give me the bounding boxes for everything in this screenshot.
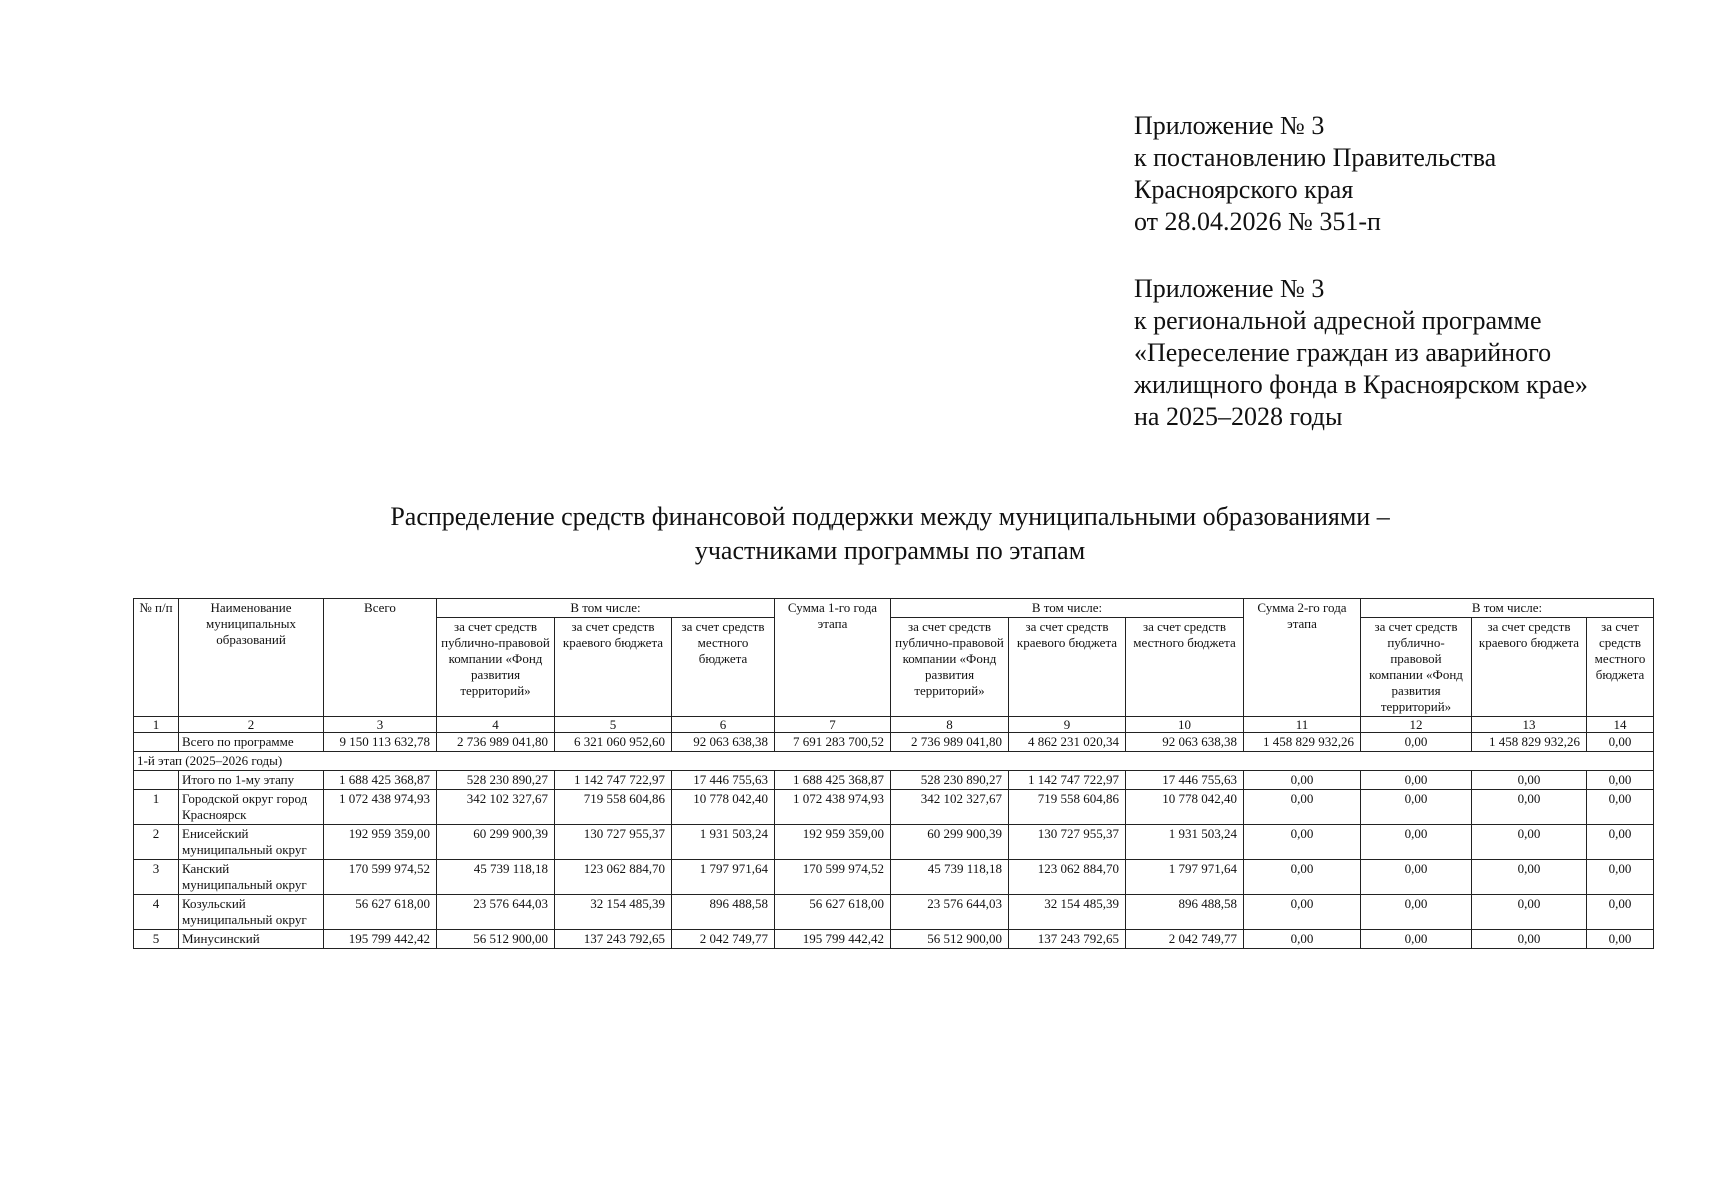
municipality-row [134, 930, 1654, 949]
value-cell: 0,00 [1244, 895, 1361, 930]
column-index-cell: 5 [555, 717, 672, 733]
row-name-cell: Козульский муниципальный округ [179, 895, 324, 930]
resolution-header-line: к постановлению Правительства [1134, 143, 1497, 172]
value-cell: 0,00 [1244, 790, 1361, 825]
value-cell: 56 512 900,00 [891, 930, 1009, 949]
column-index-cell: 8 [891, 717, 1009, 733]
value-cell: 7 691 283 700,52 [775, 733, 891, 752]
value-cell: 10 778 042,40 [1126, 790, 1244, 825]
col-total-header: Всего [324, 599, 437, 717]
row-num-cell: 1 [134, 790, 179, 825]
column-index-cell: 3 [324, 717, 437, 733]
value-cell: 23 576 644,03 [437, 895, 555, 930]
value-cell: 1 458 829 932,26 [1244, 733, 1361, 752]
value-cell: 10 778 042,40 [672, 790, 775, 825]
value-cell: 192 959 359,00 [324, 825, 437, 860]
municipality-row [134, 790, 1654, 825]
value-cell: 32 154 485,39 [1009, 895, 1126, 930]
column-index-cell: 6 [672, 717, 775, 733]
value-cell: 130 727 955,37 [1009, 825, 1126, 860]
value-cell: 60 299 900,39 [437, 825, 555, 860]
value-cell: 56 512 900,00 [437, 930, 555, 949]
value-cell: 0,00 [1587, 771, 1654, 790]
value-cell: 1 072 438 974,93 [775, 790, 891, 825]
value-cell: 4 862 231 020,34 [1009, 733, 1126, 752]
value-cell: 45 739 118,18 [891, 860, 1009, 895]
value-cell: 719 558 604,86 [555, 790, 672, 825]
value-cell: 896 488,58 [1126, 895, 1244, 930]
value-cell: 1 797 971,64 [672, 860, 775, 895]
stage-row [134, 752, 1654, 771]
column-index-cell: 13 [1472, 717, 1587, 733]
column-index-cell: 11 [1244, 717, 1361, 733]
value-cell: 170 599 974,52 [324, 860, 437, 895]
header-row-top [134, 599, 1654, 618]
value-cell: 0,00 [1361, 771, 1472, 790]
value-cell: 1 142 747 722,97 [555, 771, 672, 790]
value-cell: 0,00 [1472, 930, 1587, 949]
value-cell: 0,00 [1472, 790, 1587, 825]
value-cell: 0,00 [1587, 860, 1654, 895]
value-cell: 0,00 [1244, 771, 1361, 790]
value-cell: 0,00 [1587, 733, 1654, 752]
value-cell: 0,00 [1361, 733, 1472, 752]
value-cell: 1 142 747 722,97 [1009, 771, 1126, 790]
appendix-header-resolution [1134, 110, 1496, 238]
value-cell: 170 599 974,52 [775, 860, 891, 895]
program-header-line: «Переселение граждан из аварийного [1134, 338, 1552, 367]
col-fund-header: за счет средств публично-правовой компании «Фонд развития территорий» [1361, 618, 1472, 717]
value-cell: 123 062 884,70 [555, 860, 672, 895]
value-cell: 6 321 060 952,60 [555, 733, 672, 752]
col-num-header: № п/п [134, 599, 179, 717]
value-cell: 1 458 829 932,26 [1472, 733, 1587, 752]
value-cell: 17 446 755,63 [672, 771, 775, 790]
value-cell: 1 931 503,24 [672, 825, 775, 860]
column-index-cell: 7 [775, 717, 891, 733]
value-cell: 0,00 [1361, 790, 1472, 825]
value-cell: 1 931 503,24 [1126, 825, 1244, 860]
title-line: Распределение средств финансовой поддержки между муниципальными образованиями – [390, 502, 1390, 531]
value-cell: 56 627 618,00 [324, 895, 437, 930]
value-cell: 0,00 [1244, 860, 1361, 895]
value-cell: 0,00 [1472, 895, 1587, 930]
program-header-line: к региональной адресной программе [1134, 306, 1542, 335]
column-index-cell: 14 [1587, 717, 1654, 733]
value-cell: 192 959 359,00 [775, 825, 891, 860]
value-cell: 2 042 749,77 [672, 930, 775, 949]
col-local-header: за счет средств местного бюджета [1126, 618, 1244, 717]
value-cell: 92 063 638,38 [672, 733, 775, 752]
value-cell: 896 488,58 [672, 895, 775, 930]
value-cell: 0,00 [1587, 930, 1654, 949]
value-cell: 0,00 [1587, 790, 1654, 825]
column-index-cell: 10 [1126, 717, 1244, 733]
value-cell: 1 688 425 368,87 [324, 771, 437, 790]
value-cell: 92 063 638,38 [1126, 733, 1244, 752]
value-cell: 719 558 604,86 [1009, 790, 1126, 825]
value-cell: 0,00 [1587, 825, 1654, 860]
municipality-row [134, 860, 1654, 895]
value-cell: 0,00 [1361, 930, 1472, 949]
value-cell: 137 243 792,65 [555, 930, 672, 949]
program-header-line: на 2025–2028 годы [1134, 402, 1343, 431]
column-index-cell: 9 [1009, 717, 1126, 733]
value-cell: 2 736 989 041,80 [437, 733, 555, 752]
municipality-row [134, 895, 1654, 930]
value-cell: 45 739 118,18 [437, 860, 555, 895]
value-cell: 528 230 890,27 [891, 771, 1009, 790]
resolution-header-line: Красноярского края [1134, 175, 1354, 204]
col-local-header: за счет средств местного бюджета [672, 618, 775, 717]
program-header-line: Приложение № 3 [1134, 274, 1325, 303]
value-cell: 56 627 618,00 [775, 895, 891, 930]
value-cell: 528 230 890,27 [437, 771, 555, 790]
row-name-cell: Канский муниципальный округ [179, 860, 324, 895]
value-cell: 2 042 749,77 [1126, 930, 1244, 949]
col-sum1-header: Сумма 1-го года этапа [775, 599, 891, 717]
row-num-cell: 2 [134, 825, 179, 860]
document-title [300, 500, 1480, 568]
stage-label-cell: 1-й этап (2025–2026 годы) [134, 752, 1654, 771]
value-cell: 60 299 900,39 [891, 825, 1009, 860]
total-row [134, 733, 1654, 752]
col-regional-header: за счет средств краевого бюджета [1472, 618, 1587, 717]
value-cell: 195 799 442,42 [324, 930, 437, 949]
column-index-row [134, 717, 1654, 733]
value-cell: 0,00 [1472, 825, 1587, 860]
value-cell: 1 688 425 368,87 [775, 771, 891, 790]
col-incl1-header: В том числе: [437, 599, 775, 618]
resolution-header-line: от 28.04.2026 № 351-п [1134, 207, 1381, 236]
col-fund-header: за счет средств публично-правовой компании «Фонд развития территорий» [437, 618, 555, 717]
col-regional-header: за счет средств краевого бюджета [555, 618, 672, 717]
value-cell: 123 062 884,70 [1009, 860, 1126, 895]
column-index-cell: 4 [437, 717, 555, 733]
value-cell: 0,00 [1244, 825, 1361, 860]
column-index-cell: 2 [179, 717, 324, 733]
value-cell: 342 102 327,67 [437, 790, 555, 825]
resolution-header-line: Приложение № 3 [1134, 111, 1325, 140]
value-cell: 137 243 792,65 [1009, 930, 1126, 949]
value-cell: 0,00 [1472, 860, 1587, 895]
value-cell: 0,00 [1361, 860, 1472, 895]
row-name-cell: Енисейский муниципальный округ [179, 825, 324, 860]
value-cell: 9 150 113 632,78 [324, 733, 437, 752]
value-cell: 1 072 438 974,93 [324, 790, 437, 825]
municipality-row [134, 825, 1654, 860]
value-cell: 0,00 [1587, 895, 1654, 930]
col-incl3-header: В том числе: [1361, 599, 1654, 618]
col-incl2-header: В том числе: [891, 599, 1244, 618]
row-num-cell [134, 771, 179, 790]
value-cell: 0,00 [1472, 771, 1587, 790]
column-index-cell: 12 [1361, 717, 1472, 733]
appendix-header-program [1134, 273, 1588, 433]
row-name-cell: Всего по программе [179, 733, 324, 752]
row-name-cell: Городской округ город Красноярск [179, 790, 324, 825]
row-name-cell: Итого по 1-му этапу [179, 771, 324, 790]
value-cell: 0,00 [1361, 895, 1472, 930]
value-cell: 195 799 442,42 [775, 930, 891, 949]
row-num-cell: 3 [134, 860, 179, 895]
value-cell: 0,00 [1361, 825, 1472, 860]
col-sum2-header: Сумма 2-го года этапа [1244, 599, 1361, 717]
row-num-cell: 5 [134, 930, 179, 949]
value-cell: 342 102 327,67 [891, 790, 1009, 825]
value-cell: 23 576 644,03 [891, 895, 1009, 930]
financing-table [133, 598, 1654, 949]
row-num-cell [134, 733, 179, 752]
col-local-header: за счет средств местного бюджета [1587, 618, 1654, 717]
title-line: участниками программы по этапам [694, 536, 1086, 565]
value-cell: 2 736 989 041,80 [891, 733, 1009, 752]
program-header-line: жилищного фонда в Красноярском крае» [1134, 370, 1588, 399]
row-name-cell: Минусинский [179, 930, 324, 949]
value-cell: 1 797 971,64 [1126, 860, 1244, 895]
value-cell: 0,00 [1244, 930, 1361, 949]
col-name-header: Наименование муниципальных образований [179, 599, 324, 717]
value-cell: 17 446 755,63 [1126, 771, 1244, 790]
stage-subtotal-row [134, 771, 1654, 790]
column-index-cell: 1 [134, 717, 179, 733]
col-fund-header: за счет средств публично-правовой компании «Фонд развития территорий» [891, 618, 1009, 717]
value-cell: 32 154 485,39 [555, 895, 672, 930]
row-num-cell: 4 [134, 895, 179, 930]
col-regional-header: за счет средств краевого бюджета [1009, 618, 1126, 717]
value-cell: 130 727 955,37 [555, 825, 672, 860]
